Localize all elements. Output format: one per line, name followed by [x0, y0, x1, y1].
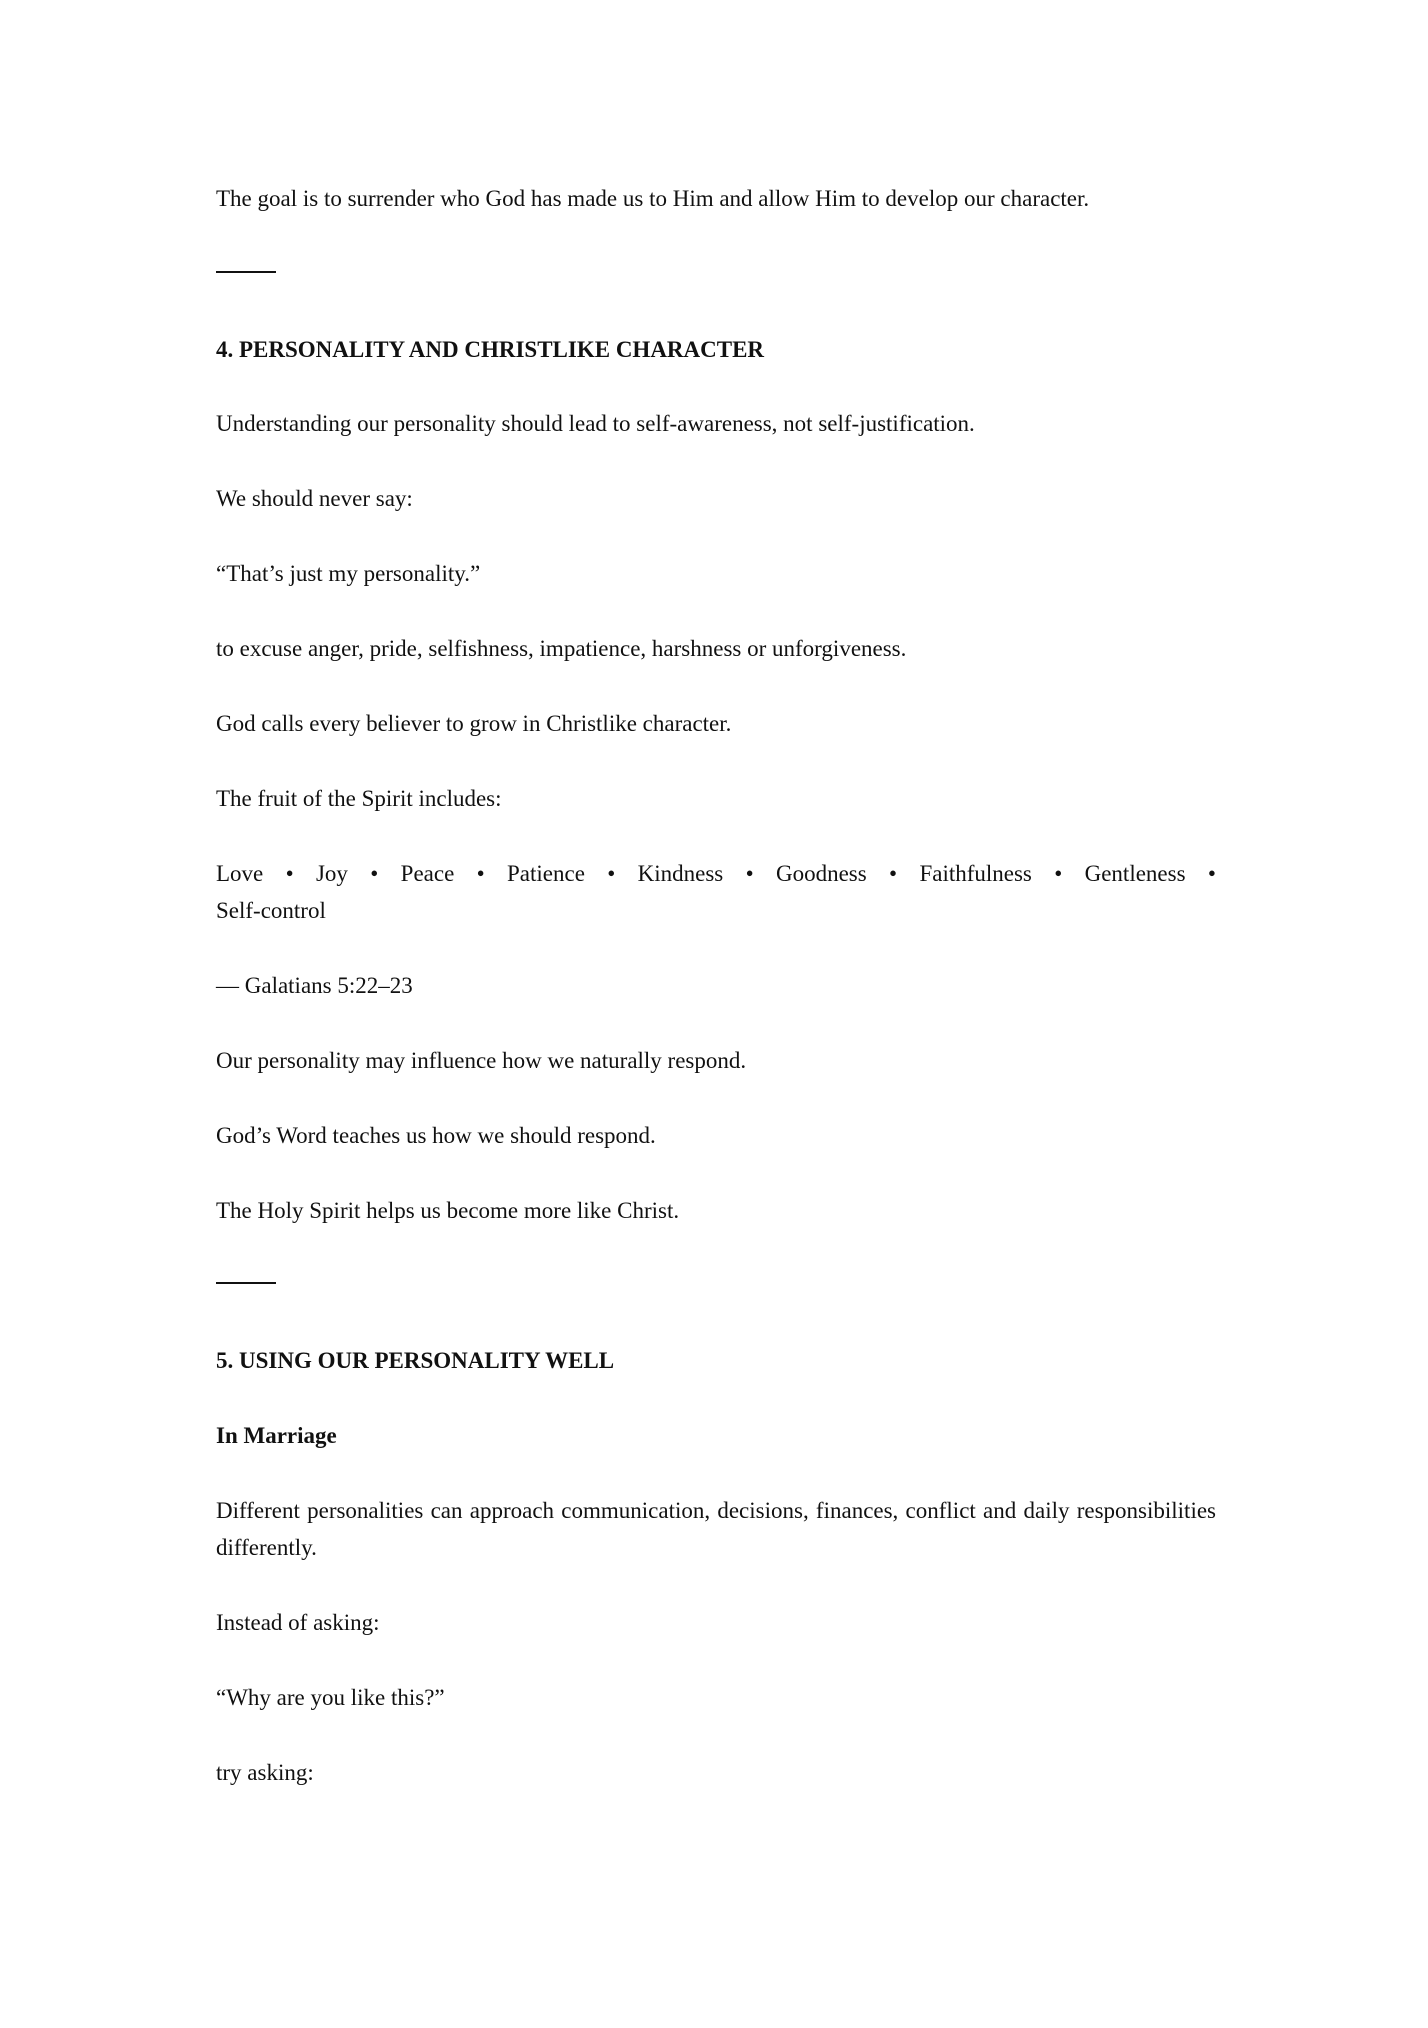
fruit-item: Kindness	[637, 861, 724, 886]
section5-quote: “Why are you like this?”	[216, 1685, 445, 1710]
fruit-item: Joy	[315, 861, 348, 886]
bullet-separator: •	[1054, 861, 1063, 886]
fruit-item: Patience	[507, 861, 585, 886]
section4-heading: 4. PERSONALITY AND CHRISTLIKE CHARACTER	[216, 337, 765, 362]
bullet-separator: •	[1207, 861, 1216, 886]
bullet-separator: •	[607, 861, 616, 886]
section5-paragraph-1: Different personalities can approach communication, decisions, finances, conflict and daily responsibilities differently.	[216, 1498, 1216, 1560]
bullet-separator: •	[285, 861, 294, 886]
bullet-separator: •	[745, 861, 754, 886]
fruit-item-last: Self-control	[216, 898, 326, 923]
fruit-of-spirit-list	[216, 855, 1216, 892]
section5-subheading: In Marriage	[216, 1423, 337, 1448]
fruit-item: Faithfulness	[919, 861, 1032, 886]
fruit-item: Gentleness	[1084, 861, 1186, 886]
section-divider	[216, 271, 276, 273]
section4-quote: “That’s just my personality.”	[216, 561, 481, 586]
section5-paragraph-2: Instead of asking:	[216, 1610, 380, 1635]
fruit-item: Love	[216, 861, 264, 886]
section4-paragraph-5: The fruit of the Spirit includes:	[216, 786, 502, 811]
scripture-reference: — Galatians 5:22–23	[216, 973, 413, 998]
section4-paragraph-8: The Holy Spirit helps us become more like Christ.	[216, 1198, 680, 1223]
bullet-separator: •	[889, 861, 898, 886]
fruit-item: Peace	[400, 861, 455, 886]
section5-paragraph-3: try asking:	[216, 1760, 314, 1785]
section4-paragraph-2: We should never say:	[216, 486, 413, 511]
section4-paragraph-6: Our personality may influence how we naturally respond.	[216, 1048, 747, 1073]
section4-paragraph-1: Understanding our personality should lead to self-awareness, not self-justification.	[216, 411, 975, 436]
bullet-separator: •	[370, 861, 379, 886]
section4-paragraph-3: to excuse anger, pride, selfishness, impatience, harshness or unforgiveness.	[216, 636, 907, 661]
intro-goal-paragraph: The goal is to surrender who God has made us to Him and allow Him to develop our character.	[216, 186, 1090, 211]
bullet-separator: •	[476, 861, 485, 886]
section5-heading: 5. USING OUR PERSONALITY WELL	[216, 1348, 615, 1373]
fruit-item: Goodness	[775, 861, 867, 886]
section-divider	[216, 1282, 276, 1284]
section4-paragraph-7: God’s Word teaches us how we should respond.	[216, 1123, 656, 1148]
section4-paragraph-4: God calls every believer to grow in Christlike character.	[216, 711, 732, 736]
